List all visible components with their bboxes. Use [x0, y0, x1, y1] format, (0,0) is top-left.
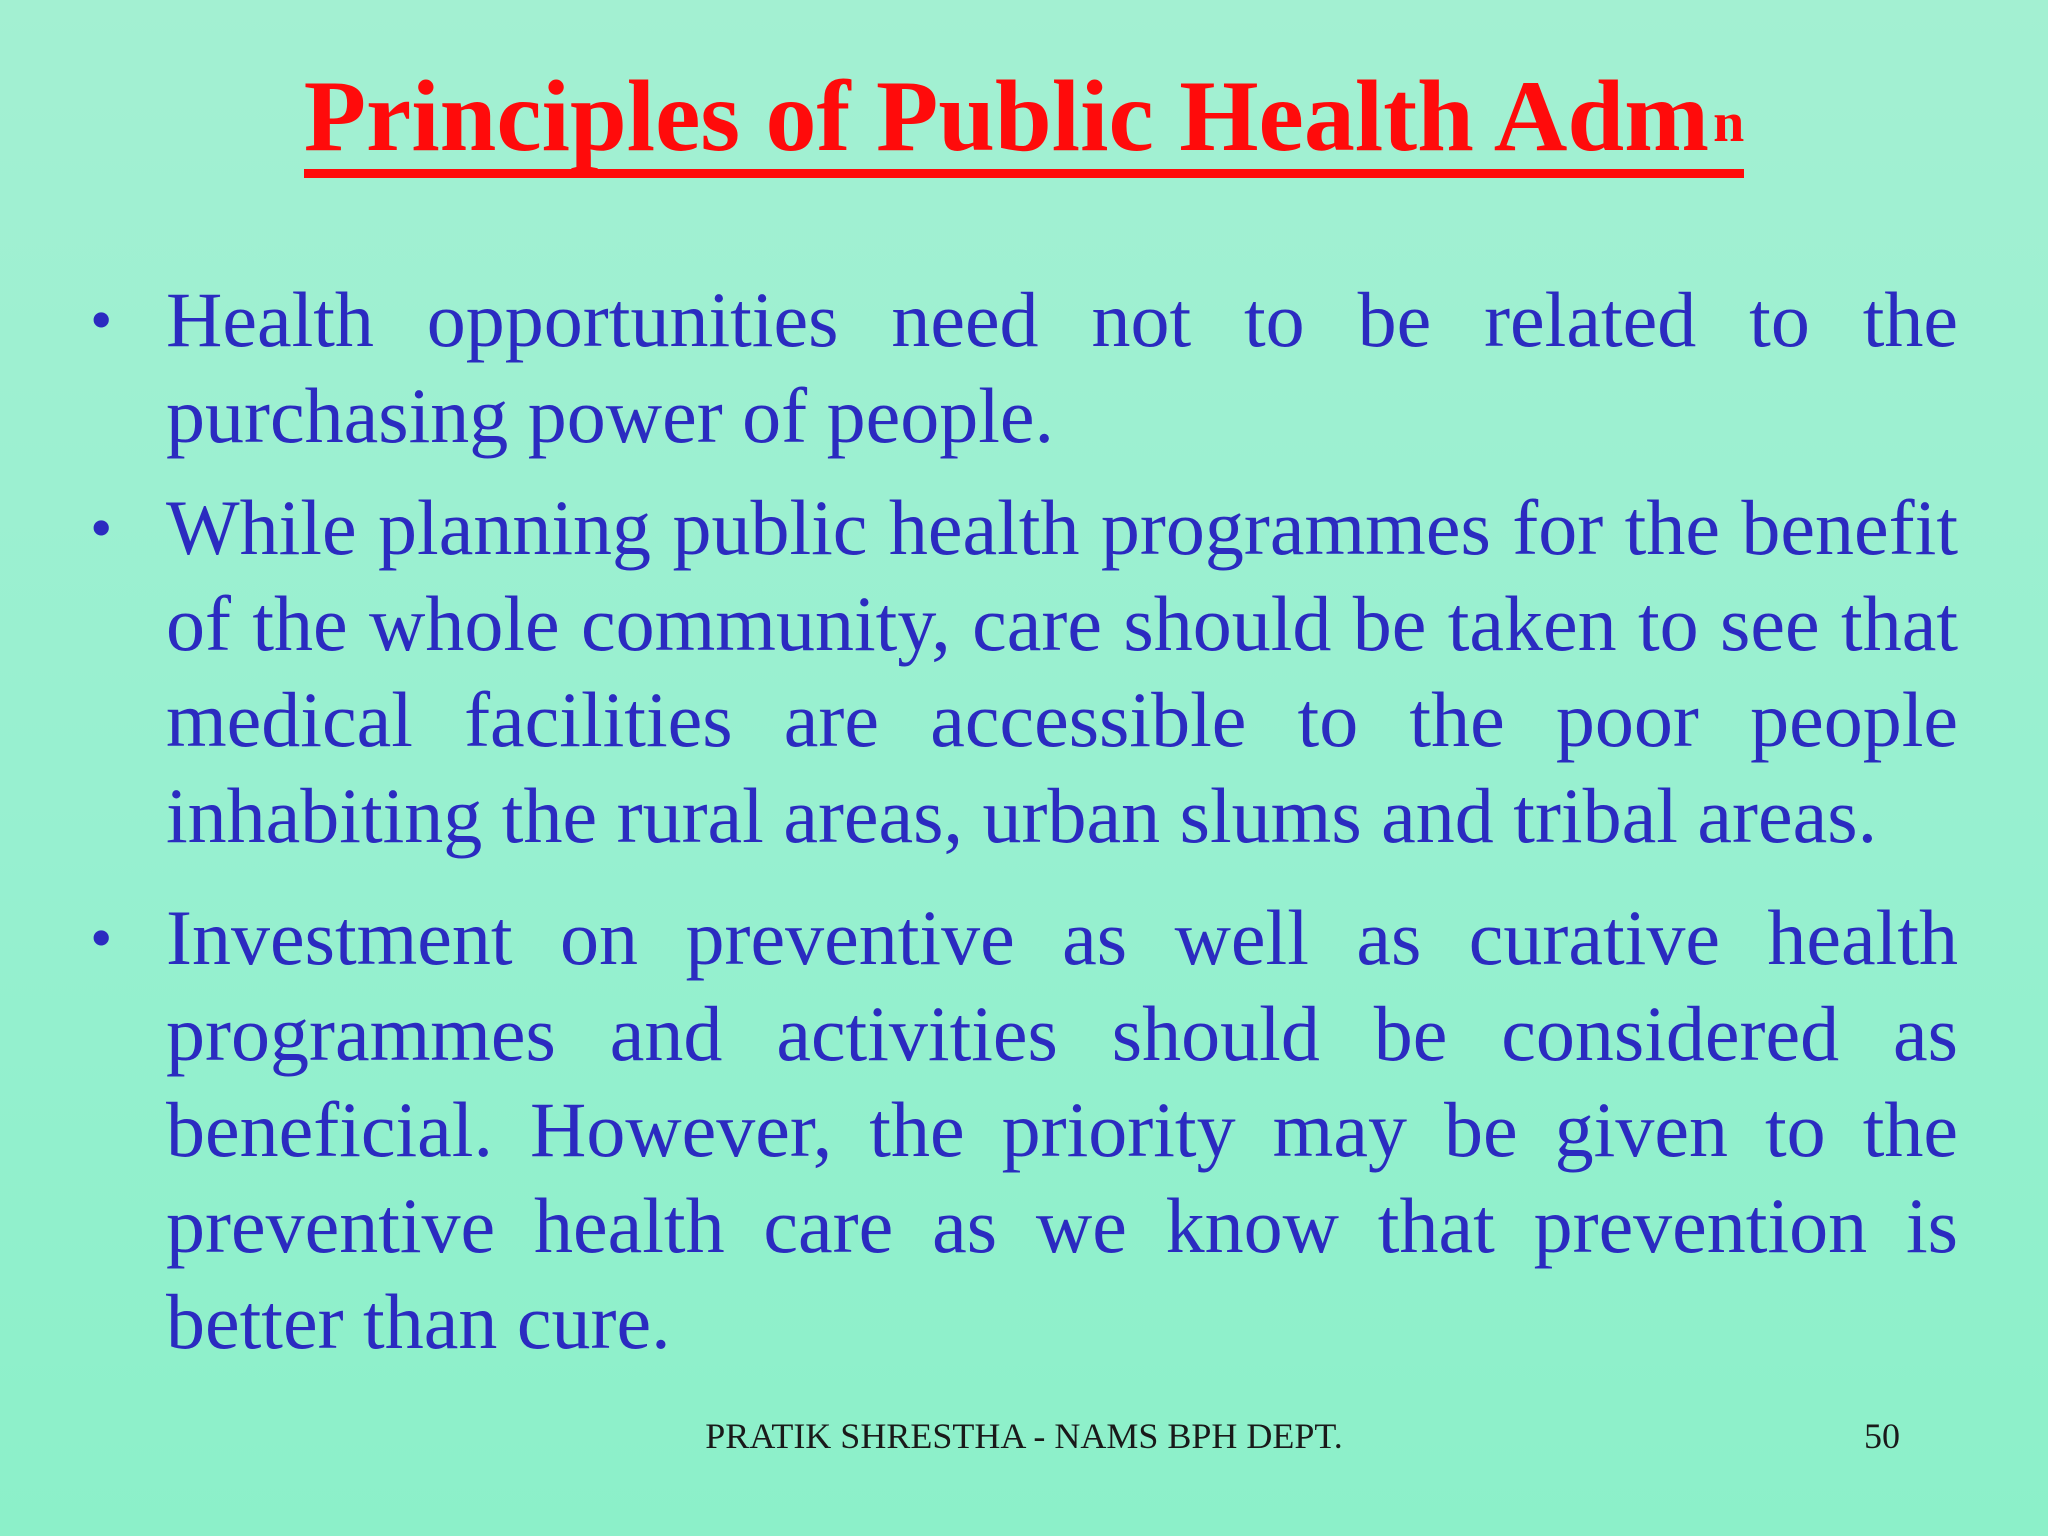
slide-title-superscript: n — [1713, 92, 1745, 154]
bullet-icon: • — [90, 492, 113, 563]
bullet-text: While planning public health programmes for the benefit of the whole community, care should be taken to see that medical facilities are accessible to the poor people inhabiting the rural areas, urban slums and tribal areas. — [166, 484, 1958, 859]
bullet-item — [90, 272, 1958, 464]
bullet-text: Health opportunities need not to be related to the purchasing power of people. — [166, 276, 1958, 459]
bullet-list — [90, 272, 1958, 1370]
bullet-item — [90, 890, 1958, 1370]
bullet-icon: • — [90, 902, 113, 973]
slide-title-underlined — [303, 60, 1745, 178]
bullet-item — [90, 480, 1958, 864]
slide-title — [0, 62, 2048, 178]
bullet-icon: • — [90, 284, 113, 355]
slide-title-text: Principles of Public Health Adm — [303, 60, 1710, 173]
footer-author: PRATIK SHRESTHA - NAMS BPH DEPT. — [705, 1416, 1343, 1456]
bullet-text: Investment on preventive as well as curative health programmes and activities should be considered as beneficial. However, the priority may be given to the preventive health care as we know that prevention is better than cure. — [166, 894, 1958, 1365]
footer-page-number: 50 — [1864, 1416, 1900, 1456]
